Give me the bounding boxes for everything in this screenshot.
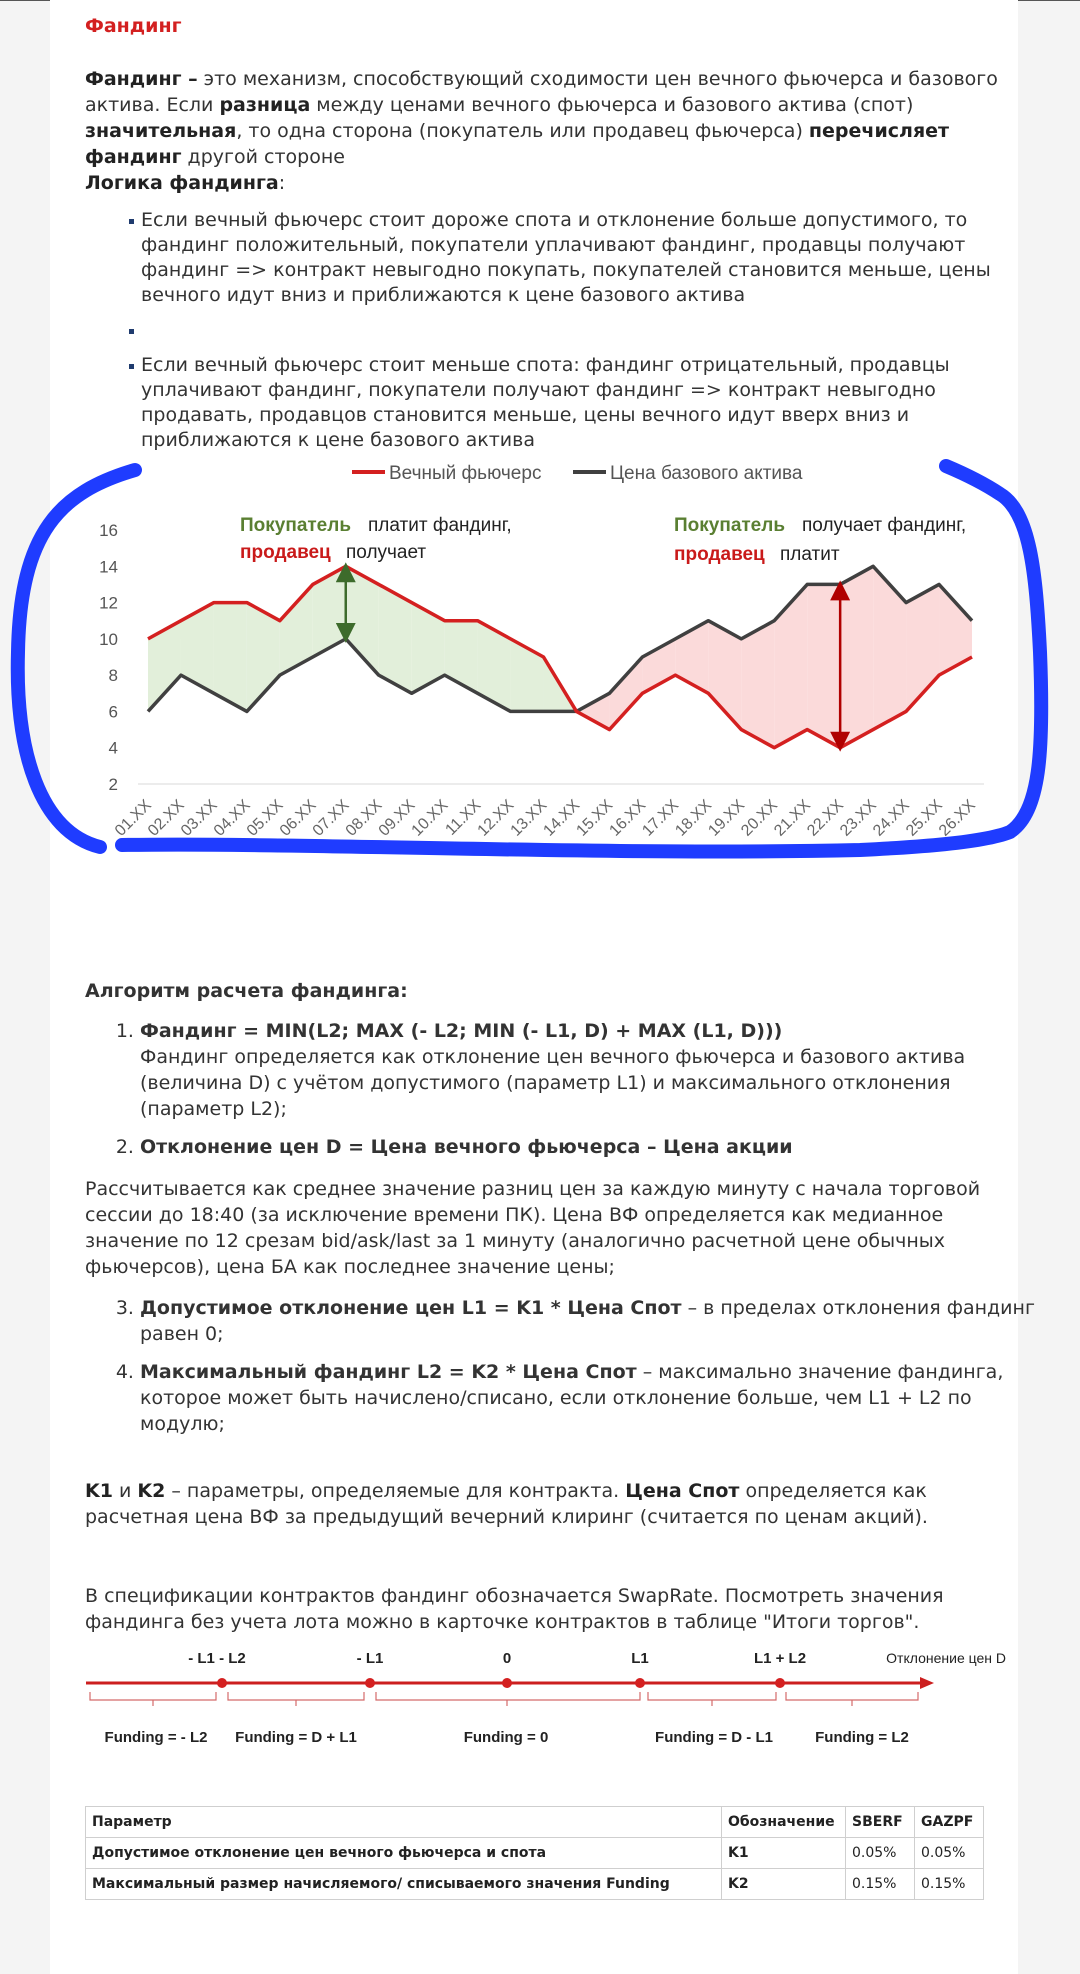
x-tick-label: 08.XX [342, 796, 386, 840]
k-bold-1: K1 [85, 1480, 113, 1502]
logic-item: Если вечный фьючерс стоит дороже спота и отклонение больше допустимого, то фандинг положительный, покупатели уплачивают фандинг, продавцы получают фандинг => контракт невыгодно покупать, покупателей становится меньше, цены вечного идут вниз и приближаются к цене базового актива [125, 208, 1015, 308]
y-tick-label: 2 [108, 775, 118, 794]
funding-chart [0, 452, 1080, 972]
intro-text-2: между ценами вечного фьючерса и базового актива (спот) [310, 94, 914, 116]
logic-item-empty [125, 318, 1015, 343]
page-title: Фандинг [85, 15, 182, 37]
annotation-left-seller-rest: получает [346, 542, 427, 563]
y-tick-label: 8 [108, 666, 118, 686]
x-tick-label: 09.XX [375, 796, 419, 840]
axis-point-label: 0 [502, 1650, 512, 1667]
fill-area-negative [609, 657, 642, 730]
x-tick-label: 23.XX [837, 796, 880, 840]
x-tick-label: 13.XX [507, 796, 551, 840]
y-tick-label: 12 [99, 593, 118, 613]
x-tick-label: 26.XX [935, 796, 979, 840]
range-label: Funding = 0 [463, 1729, 549, 1746]
fill-area-negative [576, 693, 609, 729]
x-tick-label: 11.XX [442, 796, 485, 839]
logic-heading [85, 170, 285, 196]
annotation-left-seller: продавец [240, 542, 331, 563]
intro-text-3: , то одна сторона (покупатель или продавец фьючерса) [236, 120, 809, 142]
k-text-3: определяется как расчетная цена ВФ за предыдущий вечерний клиринг (считается по ценам акций). [85, 1480, 928, 1528]
x-tick-label: 20.XX [738, 796, 782, 840]
table-header-cell: Обозначение [722, 1807, 846, 1838]
algo-item-1-formula: Фандинг = MIN(L2; MAX (- L2; MIN (- L1, D) + MAX (L1, D))) [140, 1020, 783, 1042]
legend-label-spot: Цена базового актива [610, 463, 803, 484]
annotation-right [674, 515, 966, 565]
k-text-2: – параметры, определяемые для контракта. [165, 1480, 626, 1502]
table-header-cell: SBERF [846, 1807, 915, 1838]
range-label: Funding = - L2 [104, 1729, 208, 1746]
table-row [86, 1869, 984, 1900]
algo-list-2 [95, 1295, 1060, 1449]
algo-item-1-text: Фандинг определяется как отклонение цен вечного фьючерса и базового актива (величина D) с учётом допустимого (параметр L1) и максимального отклонения (параметр L2); [140, 1046, 966, 1120]
funding-axis-diagram [0, 1630, 1080, 1760]
range-braces [90, 1692, 918, 1706]
calc-paragraph: Рассчитывается как среднее значение разниц цен за каждую минуту с начала торговой сессии до 18:40 (за исключение времени ПК). Цена ВФ определяется как медианное значение по 12 срезам bid/ask/last за 1 минуту (аналогично расчетной цене обычных фьючерсов), цена БА как последнее значение цены; [85, 1178, 981, 1278]
y-tick-label: 10 [99, 629, 118, 649]
x-tick-label: 05.XX [243, 796, 287, 840]
x-tick-label: 10.XX [408, 796, 452, 840]
params-table [85, 1806, 984, 1900]
x-tick-label: 24.XX [870, 796, 913, 840]
k-bold-2: K2 [137, 1480, 166, 1502]
intro-text-4: другой стороне [181, 146, 345, 168]
logic-colon: : [278, 172, 286, 194]
annotation-right-seller-rest: платит [780, 544, 840, 565]
table-cell: 0.05% [846, 1838, 915, 1869]
fill-area-negative [741, 621, 774, 748]
table-cell: 0.15% [846, 1869, 915, 1900]
table-cell: K1 [722, 1838, 846, 1869]
algo-item-2 [140, 1134, 1060, 1160]
spec-paragraph: В спецификации контрактов фандинг обозначается SwapRate. Посмотреть значения фандинга без учета лота можно в карточке контрактов в таблице "Итоги торгов". [85, 1585, 944, 1633]
range-label: Funding = L2 [815, 1729, 909, 1746]
intro-paragraph [85, 66, 1010, 170]
annotation-left-buyer-rest: платит фандинг, [368, 515, 512, 536]
k-text-1: и [112, 1480, 138, 1502]
chart-legend [352, 463, 803, 484]
axis-point [217, 1678, 227, 1688]
axis-arrowhead [920, 1677, 934, 1689]
intro-text-1: это механизм, способствующий сходимости цен вечного фьючерса и базового актива. Если [85, 68, 998, 116]
x-tick-label: 15.XX [573, 796, 617, 840]
fill-area-negative [807, 584, 840, 747]
x-tick-label: 03.XX [177, 796, 221, 840]
table-cell: K2 [722, 1869, 846, 1900]
annotation-left [240, 515, 512, 563]
annotation-right-buyer-rest: получает фандинг, [802, 515, 967, 536]
table-row [86, 1838, 984, 1869]
x-tick-label: 06.XX [276, 796, 320, 840]
logic-list [125, 208, 1015, 463]
table-cell: Допустимое отклонение цен вечного фьючерса и спота [86, 1838, 722, 1869]
algo-list-1 [95, 1018, 1060, 1172]
fill-area-negative [840, 566, 873, 747]
y-tick-label: 6 [108, 702, 118, 722]
x-tick-label: 17.XX [639, 796, 683, 840]
annotation-right-seller: продавец [674, 544, 765, 565]
y-tick-label: 16 [99, 521, 118, 540]
k-bold-3: Цена Спот [625, 1480, 740, 1502]
x-tick-label: 07.XX [309, 796, 353, 840]
fill-area-negative [774, 584, 807, 747]
x-tick-label: 01.XX [111, 796, 155, 840]
axis-point-label: L1 + L2 [753, 1650, 807, 1667]
intro-bold-1: Фандинг – [85, 68, 198, 90]
annotation-left-buyer: Покупатель [240, 515, 352, 536]
algo-item-1 [140, 1018, 1060, 1122]
intro-bold-2: разница [219, 94, 311, 116]
table-cell: 0.05% [915, 1838, 984, 1869]
axis-point-label: - L1 [356, 1650, 384, 1667]
x-tick-label: 25.XX [903, 796, 946, 840]
axis-point [502, 1678, 512, 1688]
x-tick-label: 02.XX [144, 796, 188, 840]
x-tick-label: 12.XX [474, 796, 518, 840]
table-header-cell: Параметр [86, 1807, 722, 1838]
x-tick-label: 22.XX [804, 796, 847, 840]
x-tick-label: 14.XX [540, 796, 584, 840]
intro-bold-4: перечисляет фандинг [85, 120, 950, 168]
legend-label-futures: Вечный фьючерс [389, 463, 542, 484]
axis-point [635, 1678, 645, 1688]
algo-item-4-formula: Максимальный фандинг L2 = K2 * Цена Спот [140, 1361, 637, 1383]
axis-point [775, 1678, 785, 1688]
algo-item-4 [140, 1359, 1060, 1437]
axis-point [365, 1678, 375, 1688]
algo-item-3 [140, 1295, 1060, 1347]
y-tick-label: 14 [99, 557, 118, 577]
axis-point-label: L1 [631, 1650, 649, 1667]
table-cell: 0.15% [915, 1869, 984, 1900]
table-header-cell: GAZPF [915, 1807, 984, 1838]
chart-svg [0, 452, 1080, 972]
fill-area-negative [873, 566, 906, 729]
x-tick-label: 04.XX [210, 796, 254, 840]
x-tick-label: 19.XX [705, 796, 749, 840]
table-header-row [86, 1807, 984, 1838]
axis-label: Отклонение цен D [886, 1650, 1006, 1666]
range-label: Funding = D + L1 [235, 1729, 357, 1746]
intro-bold-3: значительная [85, 120, 237, 142]
logic-title: Логика фандинга [85, 172, 279, 194]
range-label: Funding = D - L1 [655, 1729, 773, 1746]
table-cell: Максимальный размер начисляемого/ списываемого значения Funding [86, 1869, 722, 1900]
y-tick-label: 4 [108, 738, 118, 758]
algo-item-4-text: – максимально значение фандинга, которое может быть начислено/списано, если отклонение больше, чем L1 + L2 по модулю; [140, 1361, 1004, 1435]
x-tick-label: 21.XX [771, 796, 815, 840]
axis-svg [0, 1630, 1080, 1760]
x-tick-label: 18.XX [672, 796, 716, 840]
k-paragraph [85, 1478, 1010, 1530]
annotation-right-buyer: Покупатель [674, 515, 786, 536]
algo-item-3-text: – в пределах отклонения фандинг равен 0; [140, 1297, 1035, 1345]
x-tick-label: 16.XX [606, 796, 650, 840]
algo-item-3-formula: Допустимое отклонение цен L1 = K1 * Цена Спот [140, 1297, 682, 1319]
axis-point-label: - L1 - L2 [188, 1650, 246, 1667]
logic-item: Если вечный фьючерс стоит меньше спота: фандинг отрицательный, продавцы уплачивают фандинг, покупатели получают фандинг => контракт невыгодно продавать, продавцов становится меньше, цены вечного идут вверх вниз и приближаются к цене базового актива [125, 353, 1015, 453]
algo-item-2-formula: Отклонение цен D = Цена вечного фьючерса – Цена акции [140, 1136, 793, 1158]
algo-title: Алгоритм расчета фандинга: [85, 980, 408, 1002]
